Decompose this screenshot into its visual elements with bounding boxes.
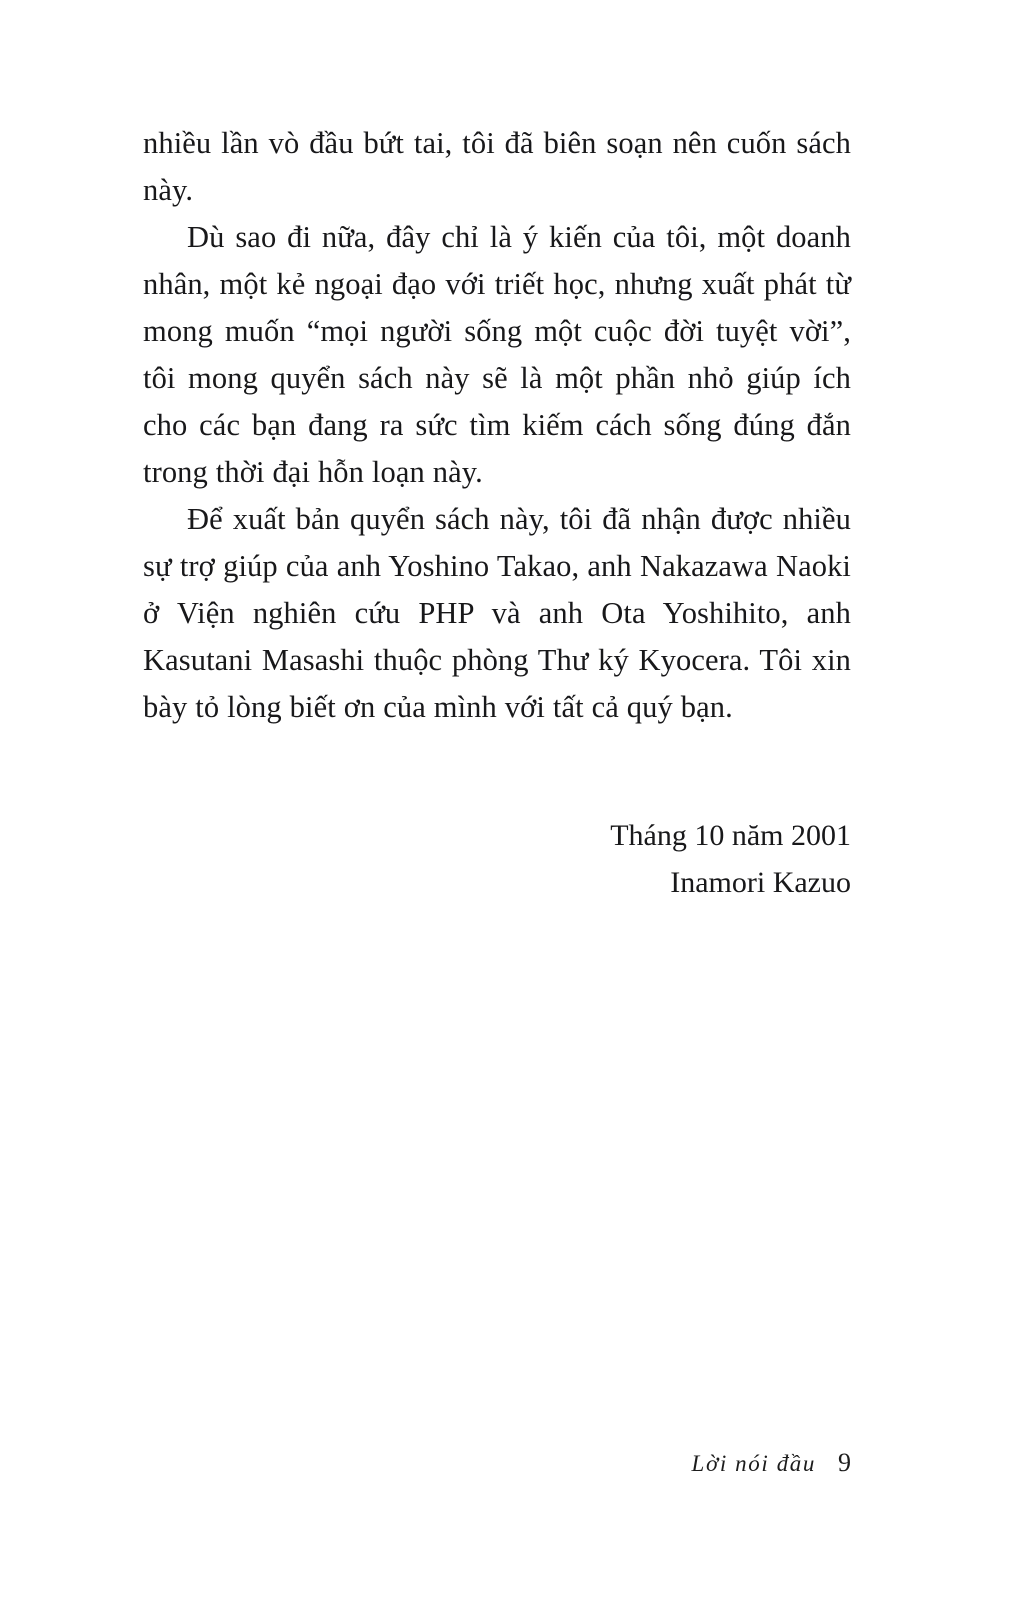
- page-footer: [143, 1448, 851, 1478]
- page-number: 9: [838, 1448, 851, 1477]
- paragraph-1: nhiều lần vò đầu bứt tai, tôi đã biên soạn nên cuốn sách này.: [143, 126, 851, 207]
- footer-section-label: Lời nói đầu: [691, 1451, 816, 1476]
- signature-author: Inamori Kazuo: [670, 866, 851, 899]
- signature-block: [143, 812, 851, 906]
- page-body-text: [143, 120, 851, 731]
- paragraph-3: Để xuất bản quyển sách này, tôi đã nhận được nhiều sự trợ giúp của anh Yoshino Takao, anh Nakazawa Naoki ở Viện nghiên cứu PHP và anh Ota Yoshihito, anh Kasutani Masashi thuộc phòng Thư ký Kyocera. Tôi xin bày tỏ lòng biết ơn của mình với tất cả quý bạn.: [143, 502, 851, 724]
- signature-date: Tháng 10 năm 2001: [610, 819, 851, 852]
- paragraph-2: Dù sao đi nữa, đây chỉ là ý kiến của tôi, một doanh nhân, một kẻ ngoại đạo với triết học, nhưng xuất phát từ mong muốn “mọi người sống một cuộc đời tuyệt vời”, tôi mong quyển sách này sẽ là một phần nhỏ giúp ích cho các bạn đang ra sức tìm kiếm cách sống đúng đắn trong thời đại hỗn loạn này.: [143, 220, 851, 489]
